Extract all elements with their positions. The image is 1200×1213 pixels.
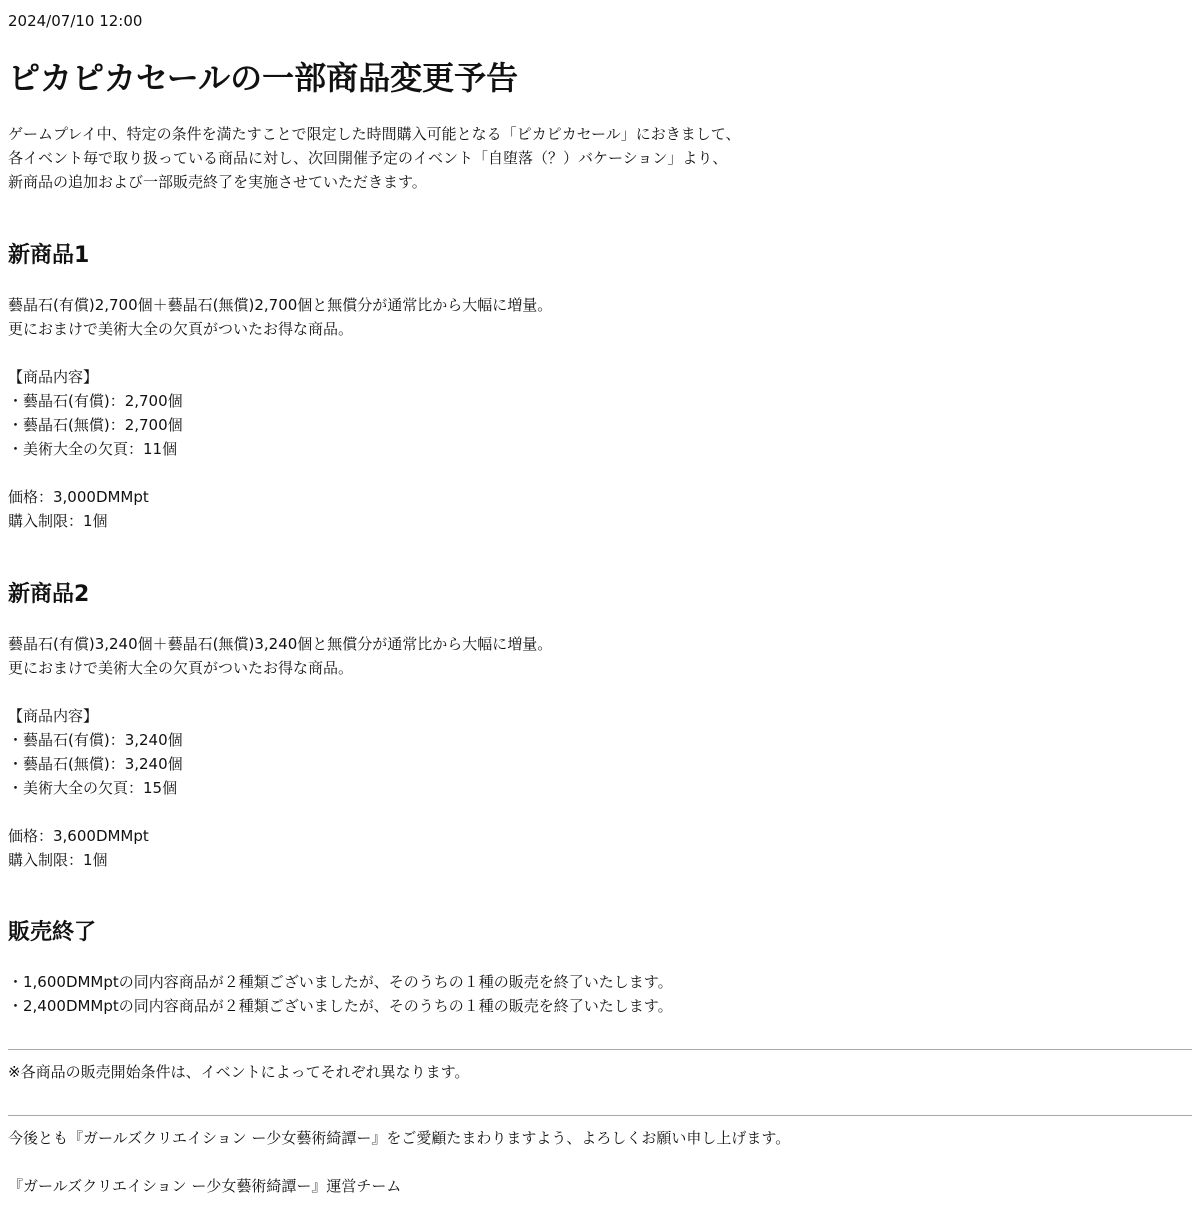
signature-text: 『ガールズクリエイション ー少女藝術綺譚ー』運営チーム bbox=[8, 1177, 402, 1195]
contents-item: ・藝晶石(無償)：2,700個 bbox=[8, 416, 183, 434]
product-2-contents bbox=[8, 704, 183, 800]
intro-line: 各イベント毎で取り扱っている商品に対し、次回開催予定のイベント「自堕落（？）バケーション」より、 bbox=[8, 149, 728, 167]
end-of-sale-heading: 販売終了 bbox=[8, 920, 97, 945]
product-2-pricing bbox=[8, 824, 149, 872]
note bbox=[8, 1060, 469, 1084]
product-1-heading: 新商品1 bbox=[8, 243, 90, 268]
intro-line: ゲームプレイ中、特定の条件を満たすことで限定した時間購入可能となる「ピカピカセール」におきまして、 bbox=[8, 125, 741, 143]
description-line: 更におまけで美術大全の欠頁がついたお得な商品。 bbox=[8, 320, 354, 338]
signature bbox=[8, 1174, 401, 1198]
contents-item: ・藝晶石(有償)：2,700個 bbox=[8, 392, 183, 410]
description-line: 藝晶石(有償)3,240個＋藝晶石(無償)3,240個と無償分が通常比から大幅に増量。 bbox=[8, 635, 553, 653]
contents-item: ・藝晶石(有償)：3,240個 bbox=[8, 731, 183, 749]
product-2-heading: 新商品2 bbox=[8, 582, 90, 607]
note-text: ※各商品の販売開始条件は、イベントによってそれぞれ異なります。 bbox=[8, 1063, 470, 1081]
contents-item: ・美術大全の欠頁：15個 bbox=[8, 779, 178, 797]
contents-item: ・美術大全の欠頁：11個 bbox=[8, 440, 178, 458]
divider bbox=[8, 1049, 1192, 1050]
end-of-sale-item: ・2,400DMMptの同内容商品が２種類ございましたが、そのうちの１種の販売を終了いたします。 bbox=[8, 997, 673, 1015]
product-1-pricing bbox=[8, 485, 149, 533]
purchase-limit-text: 購入制限：1個 bbox=[8, 512, 108, 530]
intro-paragraph bbox=[8, 122, 740, 194]
closing-text: 今後とも『ガールズクリエイション ー少女藝術綺譚ー』をご愛顧たまわりますよう、よろしくお願い申し上げます。 bbox=[8, 1129, 791, 1147]
contents-label: 【商品内容】 bbox=[8, 707, 99, 725]
closing bbox=[8, 1126, 790, 1150]
end-of-sale-item: ・1,600DMMptの同内容商品が２種類ございましたが、そのうちの１種の販売を終了いたします。 bbox=[8, 973, 673, 991]
description-line: 更におまけで美術大全の欠頁がついたお得な商品。 bbox=[8, 659, 354, 677]
contents-item: ・藝晶石(無償)：3,240個 bbox=[8, 755, 183, 773]
product-2-description bbox=[8, 632, 552, 680]
purchase-limit-text: 購入制限：1個 bbox=[8, 851, 108, 869]
intro-line: 新商品の追加および一部販売終了を実施させていただきます。 bbox=[8, 173, 427, 191]
description-line: 藝晶石(有償)2,700個＋藝晶石(無償)2,700個と無償分が通常比から大幅に増量。 bbox=[8, 296, 553, 314]
price-text: 価格：3,600DMMpt bbox=[8, 827, 149, 845]
divider bbox=[8, 1115, 1192, 1116]
post-date: 2024/07/10 12:00 bbox=[8, 12, 143, 30]
product-1-contents bbox=[8, 365, 183, 461]
page-title: ピカピカセールの一部商品変更予告 bbox=[8, 59, 519, 97]
product-1-description bbox=[8, 293, 552, 341]
end-of-sale-list bbox=[8, 970, 673, 1018]
contents-label: 【商品内容】 bbox=[8, 368, 99, 386]
price-text: 価格：3,000DMMpt bbox=[8, 488, 149, 506]
